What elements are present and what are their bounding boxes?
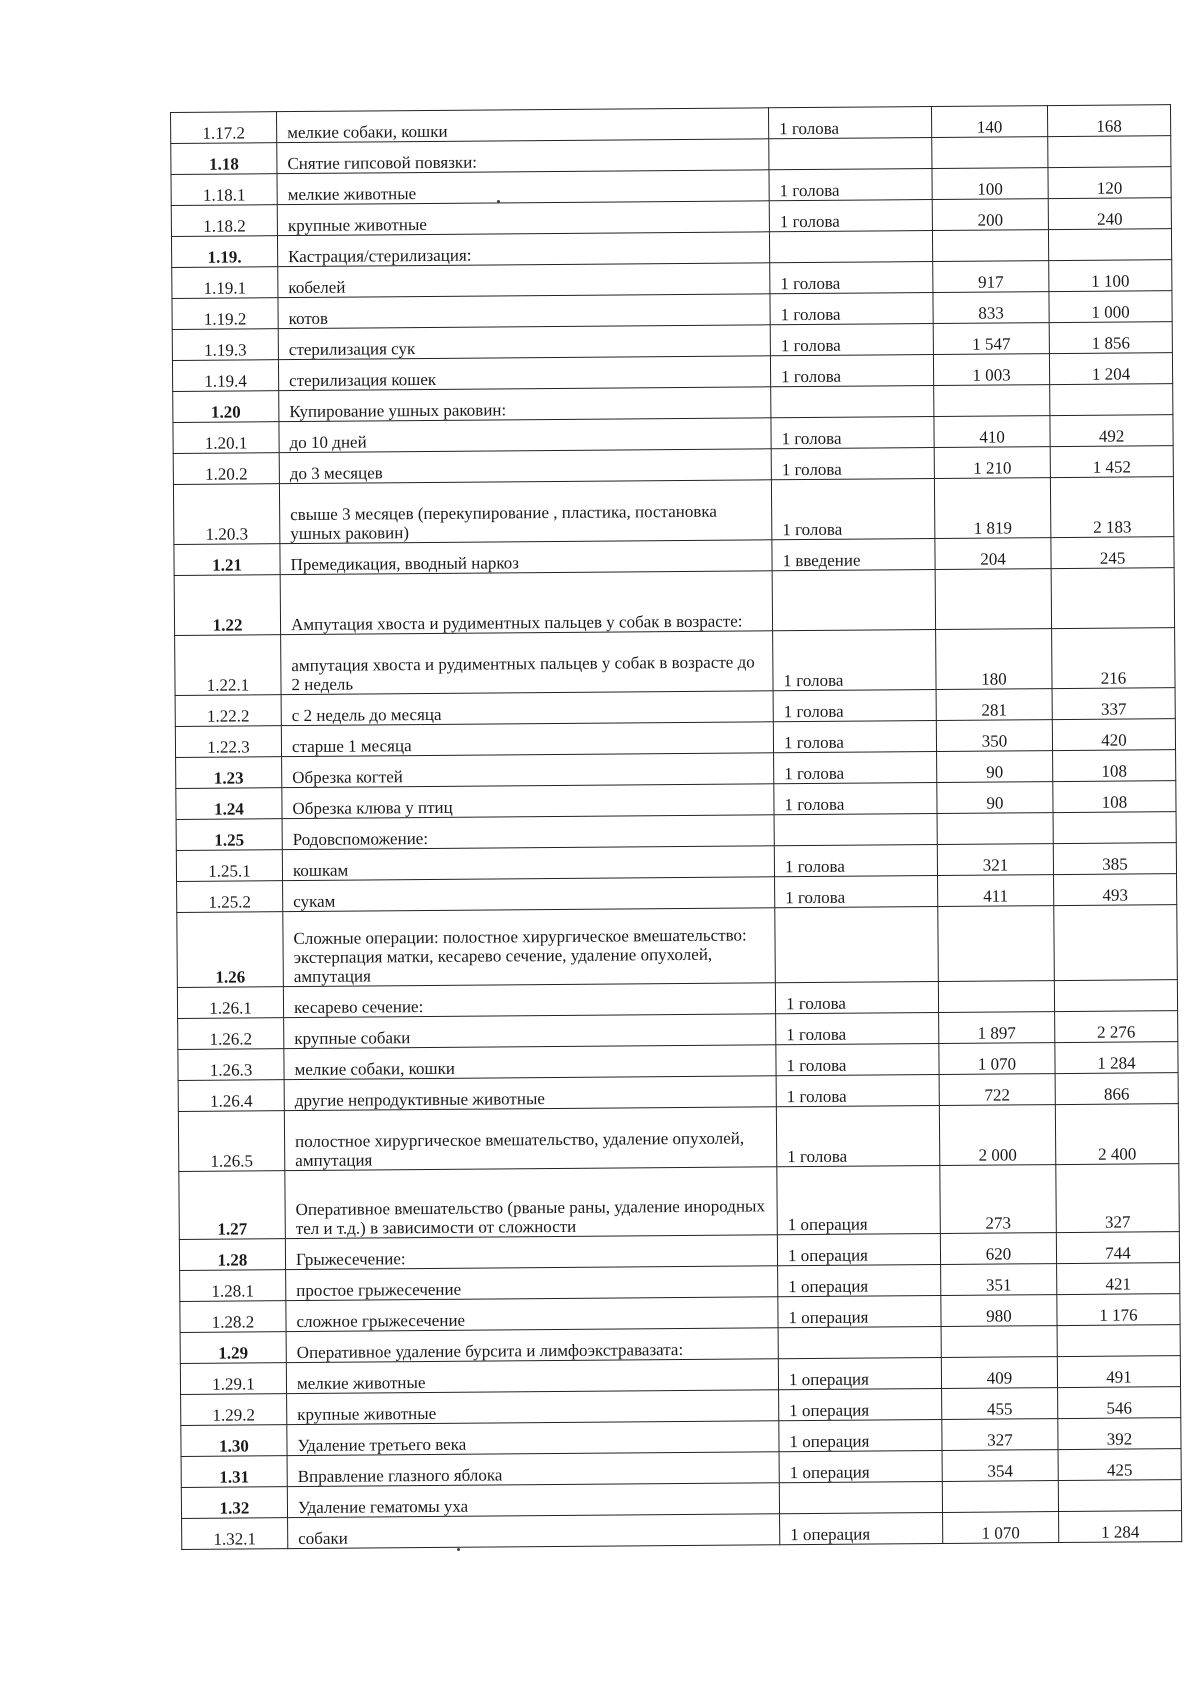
unit-of-measure: 1 голова bbox=[768, 107, 931, 139]
unit-of-measure: 1 голова bbox=[776, 1074, 939, 1106]
price-with-vat: 1 176 bbox=[1057, 1294, 1180, 1326]
price-with-vat bbox=[1054, 905, 1178, 981]
price-without-vat: 455 bbox=[942, 1388, 1058, 1420]
unit-of-measure bbox=[769, 138, 932, 170]
price-without-vat bbox=[942, 1481, 1058, 1513]
price-without-vat: 204 bbox=[935, 538, 1051, 570]
price-with-vat: 493 bbox=[1054, 874, 1177, 906]
price-with-vat bbox=[1054, 980, 1177, 1012]
price-with-vat bbox=[1058, 1480, 1181, 1512]
price-without-vat: 90 bbox=[937, 782, 1053, 814]
price-without-vat: 722 bbox=[939, 1074, 1055, 1106]
price-with-vat: 327 bbox=[1056, 1164, 1180, 1233]
service-name: мелкие животные bbox=[286, 1359, 778, 1394]
unit-of-measure: 1 голова bbox=[771, 448, 934, 480]
unit-of-measure bbox=[774, 813, 937, 845]
service-name: до 10 дней bbox=[279, 418, 771, 453]
table-row bbox=[177, 905, 1178, 988]
item-number: 1.17.2 bbox=[171, 112, 277, 144]
price-without-vat: 411 bbox=[938, 875, 1054, 907]
service-name: крупные животные bbox=[277, 201, 769, 236]
service-name: Сложные операции: полостное хирургическое вмешательство: экстерпация матки, кесарево сечение, удаление опухолей, ампутация bbox=[283, 908, 776, 987]
unit-of-measure: 1 голова bbox=[769, 169, 932, 201]
price-with-vat: 337 bbox=[1052, 688, 1175, 720]
item-number: 1.28 bbox=[179, 1239, 285, 1271]
item-number: 1.19.4 bbox=[172, 360, 278, 392]
price-without-vat bbox=[938, 906, 1055, 982]
item-number: 1.28.2 bbox=[180, 1301, 286, 1333]
price-without-vat: 354 bbox=[942, 1450, 1058, 1482]
item-number: 1.20.2 bbox=[173, 453, 279, 485]
item-number: 1.26.5 bbox=[178, 1111, 284, 1172]
price-with-vat: 491 bbox=[1057, 1356, 1180, 1388]
unit-of-measure: 1 голова bbox=[774, 751, 937, 783]
item-number: 1.25 bbox=[176, 819, 282, 851]
unit-of-measure: 1 операция bbox=[778, 1264, 941, 1296]
price-with-vat bbox=[1057, 1325, 1180, 1357]
service-name: Обрезка клюва у птиц bbox=[282, 784, 774, 819]
price-without-vat: 321 bbox=[937, 844, 1053, 876]
item-number: 1.20 bbox=[173, 391, 279, 423]
service-name: котов bbox=[278, 294, 770, 329]
price-with-vat: 2 276 bbox=[1055, 1011, 1178, 1043]
unit-of-measure bbox=[771, 386, 934, 418]
scan-speck bbox=[497, 200, 500, 203]
price-with-vat: 245 bbox=[1051, 537, 1174, 569]
service-name: сукам bbox=[283, 877, 775, 912]
service-name: полостное хирургическое вмешательство, удаление опухолей, ампутация bbox=[284, 1107, 776, 1171]
service-name: сложное грыжесечение bbox=[286, 1297, 778, 1332]
price-without-vat: 1 819 bbox=[934, 478, 1050, 539]
price-without-vat: 1 547 bbox=[933, 323, 1049, 355]
service-name: Оперативное удаление бурсита и лимфоэкстравазата: bbox=[286, 1328, 778, 1363]
price-with-vat: 420 bbox=[1052, 719, 1175, 751]
service-name: другие непродуктивные животные bbox=[284, 1076, 776, 1111]
price-without-vat bbox=[932, 137, 1048, 169]
price-with-vat bbox=[1051, 568, 1174, 629]
price-with-vat: 744 bbox=[1056, 1232, 1179, 1264]
unit-of-measure: 1 голова bbox=[770, 355, 933, 387]
price-with-vat: 546 bbox=[1058, 1387, 1181, 1419]
price-with-vat: 1 452 bbox=[1050, 446, 1173, 478]
item-number: 1.18.1 bbox=[171, 174, 277, 206]
unit-of-measure bbox=[769, 231, 932, 263]
unit-of-measure: 1 голова bbox=[770, 324, 933, 356]
unit-of-measure bbox=[775, 906, 939, 982]
unit-of-measure: 1 операция bbox=[779, 1388, 942, 1420]
price-with-vat: 392 bbox=[1058, 1418, 1181, 1450]
unit-of-measure: 1 операция bbox=[778, 1357, 941, 1389]
service-name: крупные собаки bbox=[284, 1014, 776, 1049]
service-name: до 3 месяцев bbox=[279, 449, 771, 484]
price-without-vat: 90 bbox=[937, 751, 1053, 783]
unit-of-measure: 1 операция bbox=[779, 1419, 942, 1451]
price-with-vat bbox=[1048, 229, 1171, 261]
item-number: 1.32 bbox=[181, 1487, 287, 1519]
price-without-vat bbox=[934, 385, 1050, 417]
service-name: Купирование ушных раковин: bbox=[279, 387, 771, 422]
table-row bbox=[178, 1104, 1178, 1172]
price-without-vat bbox=[935, 569, 1051, 630]
unit-of-measure: 1 голова bbox=[774, 844, 937, 876]
price-without-vat bbox=[941, 1326, 1057, 1358]
service-name: стерилизация кошек bbox=[278, 356, 770, 391]
service-name: Снятие гипсовой повязки: bbox=[277, 139, 769, 174]
item-number: 1.26.2 bbox=[178, 1018, 284, 1050]
price-with-vat: 240 bbox=[1048, 198, 1171, 230]
unit-of-measure: 1 голова bbox=[775, 981, 938, 1013]
service-name: кесарево сечение: bbox=[283, 983, 775, 1018]
unit-of-measure: 1 голова bbox=[769, 200, 932, 232]
item-number: 1.30 bbox=[181, 1425, 287, 1457]
price-with-vat: 2 183 bbox=[1050, 477, 1173, 538]
item-number: 1.18 bbox=[171, 143, 277, 175]
price-with-vat: 108 bbox=[1053, 781, 1176, 813]
item-number: 1.25.2 bbox=[177, 881, 283, 913]
price-without-vat: 409 bbox=[941, 1357, 1057, 1389]
unit-of-measure: 1 голова bbox=[771, 417, 934, 449]
price-without-vat: 273 bbox=[940, 1165, 1057, 1234]
item-number: 1.27 bbox=[179, 1171, 286, 1240]
price-with-vat: 492 bbox=[1050, 415, 1173, 447]
unit-of-measure bbox=[779, 1481, 942, 1513]
price-without-vat: 620 bbox=[940, 1233, 1056, 1265]
item-number: 1.22.2 bbox=[175, 695, 281, 727]
service-name: стерилизация сук bbox=[278, 325, 770, 360]
price-without-vat: 1 070 bbox=[943, 1512, 1059, 1544]
table-row bbox=[173, 477, 1173, 545]
price-without-vat: 281 bbox=[936, 689, 1052, 721]
unit-of-measure bbox=[778, 1326, 941, 1358]
price-without-vat: 140 bbox=[931, 106, 1047, 138]
service-name: Оперативное вмешательство (рваные раны, удаление инородных тел и т.д.) в зависимости от сложности bbox=[285, 1167, 778, 1239]
price-with-vat: 108 bbox=[1053, 750, 1176, 782]
table-row bbox=[179, 1164, 1180, 1240]
service-name: крупные животные bbox=[287, 1390, 779, 1425]
price-without-vat: 1 210 bbox=[934, 447, 1050, 479]
item-number: 1.19.2 bbox=[172, 298, 278, 330]
price-without-vat: 1 897 bbox=[939, 1012, 1055, 1044]
item-number: 1.29.1 bbox=[180, 1363, 286, 1395]
service-name: мелкие животные bbox=[277, 170, 769, 205]
price-without-vat: 350 bbox=[936, 720, 1052, 752]
price-with-vat bbox=[1048, 136, 1171, 168]
unit-of-measure: 1 операция bbox=[780, 1512, 943, 1544]
price-without-vat: 100 bbox=[932, 168, 1048, 200]
service-name: Вправление глазного яблока bbox=[287, 1452, 779, 1487]
service-name: Родовспоможение: bbox=[282, 815, 774, 850]
price-table-body bbox=[171, 105, 1182, 1550]
price-with-vat: 2 400 bbox=[1055, 1104, 1178, 1165]
service-name: мелкие собаки, кошки bbox=[284, 1045, 776, 1080]
item-number: 1.22 bbox=[174, 575, 280, 636]
price-with-vat: 1 204 bbox=[1049, 353, 1172, 385]
price-with-vat: 421 bbox=[1057, 1263, 1180, 1295]
service-name: кошкам bbox=[282, 846, 774, 881]
price-with-vat: 1 284 bbox=[1059, 1511, 1182, 1543]
price-without-vat: 1 003 bbox=[933, 354, 1049, 386]
item-number: 1.28.1 bbox=[180, 1270, 286, 1302]
price-with-vat: 425 bbox=[1058, 1449, 1181, 1481]
price-without-vat: 1 070 bbox=[939, 1043, 1055, 1075]
service-name: Грыжесечение: bbox=[285, 1235, 777, 1270]
price-with-vat: 385 bbox=[1053, 843, 1176, 875]
item-number: 1.26.3 bbox=[178, 1049, 284, 1081]
service-name: свыше 3 месяцев (перекупирование , пластика, постановка ушных раковин) bbox=[279, 480, 771, 544]
unit-of-measure: 1 голова bbox=[775, 875, 938, 907]
price-with-vat: 866 bbox=[1055, 1073, 1178, 1105]
price-without-vat bbox=[938, 981, 1054, 1013]
item-number: 1.31 bbox=[181, 1456, 287, 1488]
item-number: 1.22.3 bbox=[175, 726, 281, 758]
item-number: 1.19.3 bbox=[172, 329, 278, 361]
price-with-vat: 216 bbox=[1052, 628, 1175, 689]
item-number: 1.18.2 bbox=[171, 205, 277, 237]
service-name: Кастрация/стерилизация: bbox=[277, 232, 769, 267]
price-without-vat: 2 000 bbox=[939, 1105, 1055, 1166]
price-with-vat bbox=[1053, 812, 1176, 844]
service-name: Ампутация хвоста и рудиментных пальцев у собак в возрасте: bbox=[280, 571, 772, 635]
item-number: 1.23 bbox=[176, 757, 282, 789]
price-with-vat: 120 bbox=[1048, 167, 1171, 199]
item-number: 1.24 bbox=[176, 788, 282, 820]
service-name: ампутация хвоста и рудиментных пальцев у собак в возрасте до 2 недель bbox=[281, 631, 773, 695]
unit-of-measure: 1 голова bbox=[771, 479, 934, 540]
service-name: Удаление третьего века bbox=[287, 1421, 779, 1456]
service-name: старше 1 месяца bbox=[281, 722, 773, 757]
service-name: Премедикация, вводный наркоз bbox=[280, 540, 772, 575]
price-without-vat: 980 bbox=[941, 1295, 1057, 1327]
item-number: 1.22.1 bbox=[175, 635, 281, 696]
item-number: 1.20.3 bbox=[173, 484, 279, 545]
item-number: 1.19.1 bbox=[172, 267, 278, 299]
item-number: 1.32.1 bbox=[182, 1518, 288, 1550]
price-without-vat bbox=[932, 230, 1048, 262]
unit-of-measure: 1 операция bbox=[777, 1165, 941, 1234]
price-without-vat: 833 bbox=[933, 292, 1049, 324]
unit-of-measure: 1 голова bbox=[773, 690, 936, 722]
unit-of-measure: 1 операция bbox=[777, 1233, 940, 1265]
price-without-vat: 180 bbox=[936, 629, 1052, 690]
price-with-vat: 1 856 bbox=[1049, 322, 1172, 354]
service-name: Удаление гематомы уха bbox=[287, 1483, 779, 1518]
item-number: 1.26.4 bbox=[178, 1080, 284, 1112]
item-number: 1.26.1 bbox=[177, 987, 283, 1019]
item-number: 1.20.1 bbox=[173, 422, 279, 454]
unit-of-measure: 1 голова bbox=[773, 630, 936, 691]
service-name: с 2 недель до месяца bbox=[281, 691, 773, 726]
price-without-vat: 410 bbox=[934, 416, 1050, 448]
unit-of-measure: 1 голова bbox=[776, 1012, 939, 1044]
price-without-vat: 917 bbox=[933, 261, 1049, 293]
table-row bbox=[174, 568, 1174, 636]
service-name: Обрезка когтей bbox=[282, 753, 774, 788]
price-without-vat bbox=[937, 813, 1053, 845]
unit-of-measure: 1 голова bbox=[776, 1105, 939, 1166]
unit-of-measure: 1 голова bbox=[773, 721, 936, 753]
price-with-vat: 1 000 bbox=[1049, 291, 1172, 323]
price-with-vat: 1 100 bbox=[1049, 260, 1172, 292]
unit-of-measure: 1 голова bbox=[770, 262, 933, 294]
item-number: 1.26 bbox=[177, 912, 284, 988]
price-with-vat bbox=[1050, 384, 1173, 416]
item-number: 1.21 bbox=[174, 544, 280, 576]
service-name: мелкие собаки, кошки bbox=[277, 108, 769, 143]
item-number: 1.29 bbox=[180, 1332, 286, 1364]
unit-of-measure: 1 голова bbox=[774, 782, 937, 814]
service-name: простое грыжесечение bbox=[286, 1266, 778, 1301]
table-row bbox=[175, 628, 1175, 696]
price-table bbox=[170, 104, 1182, 1550]
price-without-vat: 200 bbox=[932, 199, 1048, 231]
item-number: 1.25.1 bbox=[176, 850, 282, 882]
service-name: собаки bbox=[288, 1514, 780, 1549]
price-without-vat: 351 bbox=[941, 1264, 1057, 1296]
price-with-vat: 1 284 bbox=[1055, 1042, 1178, 1074]
unit-of-measure: 1 операция bbox=[778, 1295, 941, 1327]
unit-of-measure: 1 операция bbox=[779, 1450, 942, 1482]
item-number: 1.19. bbox=[171, 236, 277, 268]
price-with-vat: 168 bbox=[1047, 105, 1170, 137]
unit-of-measure bbox=[772, 570, 935, 631]
scan-speck bbox=[457, 1548, 460, 1551]
item-number: 1.29.2 bbox=[181, 1394, 287, 1426]
price-without-vat: 327 bbox=[942, 1419, 1058, 1451]
unit-of-measure: 1 голова bbox=[776, 1043, 939, 1075]
service-name: кобелей bbox=[278, 263, 770, 298]
unit-of-measure: 1 голова bbox=[770, 293, 933, 325]
unit-of-measure: 1 введение bbox=[772, 539, 935, 571]
